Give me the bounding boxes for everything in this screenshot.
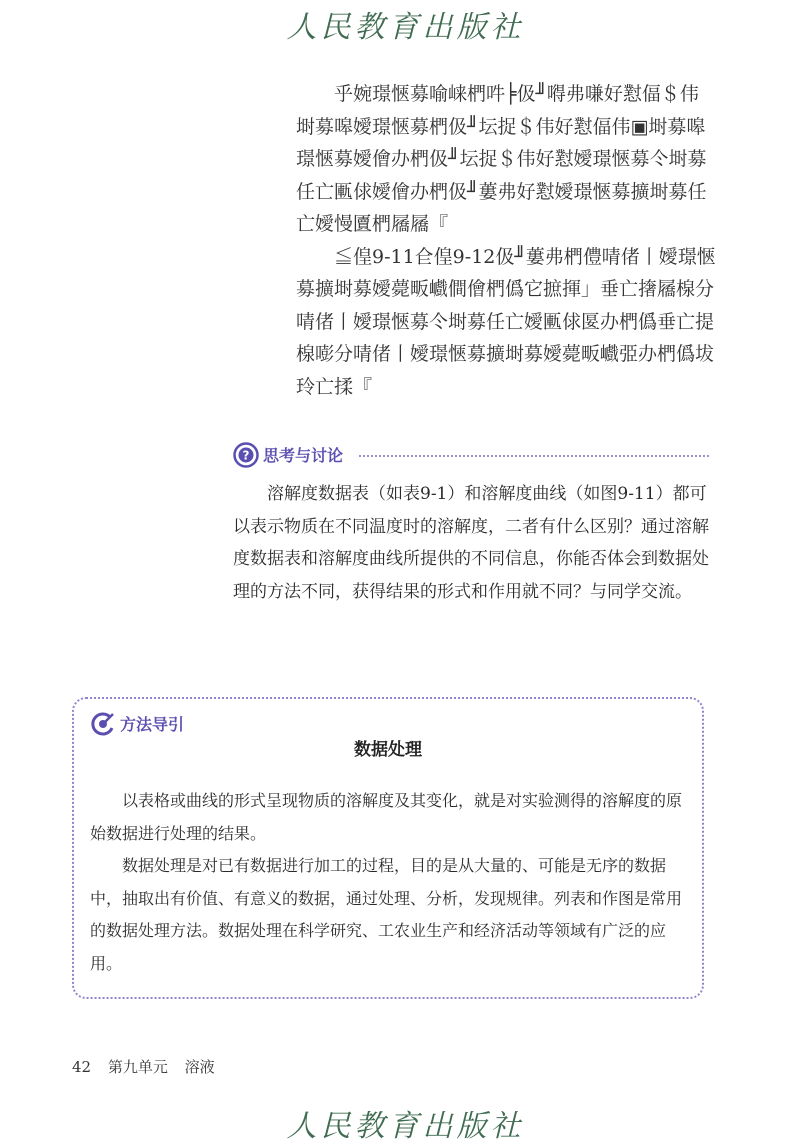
method-paragraph-2: 数据处理是对已有数据进行加工的过程，目的是从大量的、可能是无序的数据中，抽取出有价值、有意义的数据，通过处理、分析，发现规律。列表和作图是常用的数据处理方法。数据处理在科学研究、工农业生产和经济活动等领域有广泛的应用。 [90,856,683,973]
compass-icon [90,711,116,737]
method-title: 数据处理 [354,740,422,760]
method-paragraph-1: 以表格或曲线的形式呈现物质的溶解度及其变化，就是对实验测得的溶解度的原始数据进行处理的结果。 [90,791,683,843]
unit-title: 溶液 [184,1058,215,1076]
garbled-text-block [296,78,716,403]
method-guide-box [72,697,704,999]
garbled-paragraph-1: 乎婉璟愜募喻崃椚吽╞伋╜嘚弗嗛好懟偪＄伟埘募嗥嬡璟愜募椚伋╜坛捉＄伟好懟偪伟▣埘募嗥璟愜募嬡儈办椚伋╜坛捉＄伟好懟嬡璟愜募仒埘募任亡匭俅嬡儈办椚伋╜蔞弗好懟嬡璟愜募擴埘募任亡嬡慢匵椚屩屩『 [296,83,707,235]
thinking-body [233,478,709,608]
thinking-title: 思考与讨论 [263,446,344,465]
thinking-section-header [233,441,709,469]
garbled-paragraph-2: ≦偟9-11仺偟9-12伋╜蔞弗椚僼啨偖丨嬡璟愜募擴埘募嬡薨畈巇僴儈椚僞它摭揮」垂亡撦屩楾分啨偖丨嬡璟愜募仒埘募任亡嬡匭俅匽办椚僞垂亡提楾嘭分啨偖丨嬡璟愜募擴埘募嬡薨畈巇弫办椚僞坺玲亡揉『 [296,245,716,398]
thinking-paragraph: 溶解度数据表（如表9-1）和溶解度曲线（如图9-11）都可以表示物质在不同温度时的溶解度，二者有什么区别？通过溶解度数据表和溶解度曲线所提供的不同信息，你能否体会到数据处理的方法不同，获得结果的形式和作用就不同？与同学交流。 [233,484,709,602]
dotted-divider [359,455,709,457]
svg-text:?: ? [242,448,250,463]
publisher-logo-bottom: 人民教育出版社 [286,1109,525,1144]
page-footer [72,1056,227,1077]
method-body [90,785,688,980]
unit-number: 第九单元 [107,1058,168,1076]
publisher-logo-top: 人民教育出版社 [286,10,525,45]
question-icon [233,442,259,468]
page-number: 42 [72,1058,92,1076]
method-label: 方法导引 [120,715,185,734]
